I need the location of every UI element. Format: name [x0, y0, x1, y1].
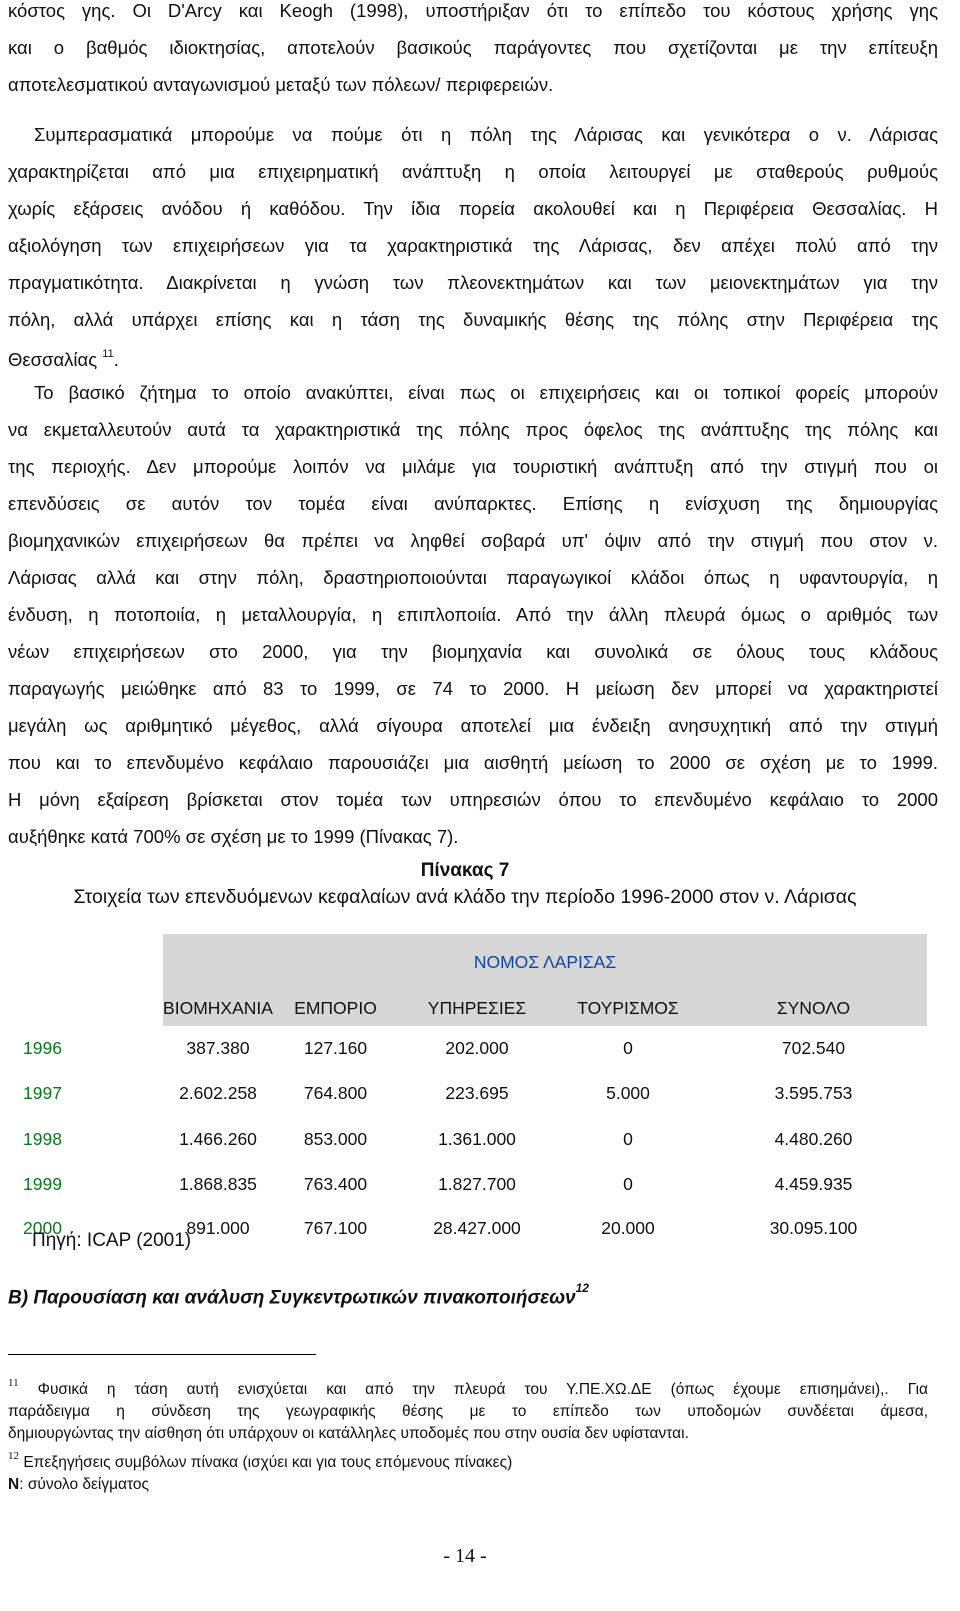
body-line: μεγάλη ως αριθμητικό μέγεθος, αλλά σίγουρα αποτελεί μια ένδειξη ανησυχητική από την στιγμή: [8, 715, 938, 736]
cell-services: 28.427.000: [433, 1217, 521, 1238]
body-line: Λάρισας αλλά και στην πόλη, δραστηριοποιούνται παραγωγικοί κλάδοι όπως η υφαντουργία, η: [8, 567, 938, 588]
section-heading-b: [8, 1281, 589, 1309]
body-line: επενδύσεις σε αυτόν τον τομέα είναι ανύπαρκτες. Επίσης η ενίσχυση της δημιουργίας: [8, 493, 938, 514]
column-header-row: [5, 980, 927, 1026]
body-line: κόστος γης. Οι D'Arcy και Keogh (1998), υποστήριξαν ότι το επίπεδο του κόστους χρήσης γης: [8, 0, 938, 21]
body-line: Η μόνη εξαίρεση βρίσκεται στον τομέα των υπηρεσιών όπου το επενδυμένο κεφάλαιο το 2000: [8, 789, 938, 810]
col-header-services: ΥΠΗΡΕΣΙΕΣ: [398, 980, 556, 1026]
cell-total: 3.595.753: [774, 1083, 853, 1103]
blank-cell: [5, 934, 163, 980]
cell-industry: 2.602.258: [179, 1083, 257, 1103]
footnote-ref-11[interactable]: 11: [102, 348, 114, 360]
row-year: 1999: [23, 1174, 62, 1194]
paragraph-2: [8, 116, 938, 378]
body-line: πόλη, αλλά υπάρχει επίσης και η τάση της δυναμικής θέσης της πόλης στην Περιφέρεια της: [8, 309, 938, 330]
cell-industry: 387.380: [186, 1038, 250, 1058]
body-line-last: [8, 338, 938, 378]
footnote-11: [8, 1374, 928, 1445]
cell-commerce: 767.100: [303, 1217, 368, 1238]
cell-commerce: 127.160: [303, 1038, 368, 1058]
paragraph-1: [8, 0, 938, 103]
table-title: Πίνακας 7: [420, 860, 510, 881]
body-line: αυξήθηκε κατά 700% σε σχέση με το 1999 (Πίνακας 7).: [8, 826, 459, 847]
region-header: ΝΟΜΟΣ ΛΑΡΙΣΑΣ: [163, 934, 927, 980]
col-header-tourism: ΤΟΥΡΙΣΜΟΣ: [556, 980, 700, 1026]
col-header-total: ΣΥΝΟΛΟ: [700, 980, 927, 1026]
footnote-number: 11: [8, 1377, 19, 1389]
body-line: ένδυση, η ποτοποιία, η μεταλλουργία, η επιπλοποιία. Από την άλλη πλευρά όμως ο αριθμός των: [8, 604, 938, 625]
footnote-text: Επεξηγήσεις συμβόλων πίνακα (ισχύει και για τους επόμενους πίνακες): [23, 1454, 513, 1472]
cell-total: 30.095.100: [769, 1217, 858, 1238]
section-heading-text: Β) Παρουσίαση και ανάλυση Συγκεντρωτικών πινακοποιήσεων: [8, 1287, 576, 1309]
body-line: χωρίς εξάρσεις ανόδου ή καθόδου. Την ίδια πορεία ακολουθεί και η Περιφέρεια Θεσσαλίας. Η: [8, 198, 938, 219]
cell-total: 4.459.935: [774, 1174, 853, 1194]
cell-tourism: 20.000: [601, 1217, 655, 1238]
footnote-text: Φυσικά η τάση αυτή ενισχύεται και από την πλευρά του Υ.ΠΕ.ΧΩ.ΔΕ (όπως έχουμε επισημάνει),. Για: [37, 1381, 928, 1399]
cell-services: 223.695: [445, 1083, 509, 1103]
body-line: χαρακτηρίζεται από μια επιχειρηματική ανάπτυξη η οποία λειτουργεί με σταθερούς ρυθμούς: [8, 161, 938, 182]
table-row: [5, 1162, 927, 1207]
cell-commerce: 763.400: [303, 1174, 368, 1194]
footnote-11-line: δημιουργώντας την αίσθηση ότι υπάρχουν οι κατάλληλες υποδομές που στην ουσία δεν υφίστανται.: [8, 1425, 689, 1443]
footnote-12-n-line: [8, 1474, 928, 1496]
body-line: αποτελεσματικού ανταγωνισμού μεταξύ των πόλεων/ περιφερειών.: [8, 74, 554, 95]
body-line: βιομηχανικών επιχειρήσεων θα πρέπει να ληφθεί σοβαρά υπ' όψιν από την στιγμή που στον ν.: [8, 530, 938, 551]
body-line: νέων επιχειρήσεων στο 2000, για την βιομηχανία και συνολικά σε όλους τους κλάδους: [8, 641, 938, 662]
cell-industry: 891.000: [186, 1217, 250, 1238]
table-caption: Στοιχεία των επενδυόμενων κεφαλαίων ανά κλάδο την περίοδο 1996-2000 στον ν. Λάρισας: [73, 886, 857, 908]
body-line: και ο βαθμός ιδιοκτησίας, αποτελούν βασικούς παράγοντες που σχετίζονται με την επίτευξη: [8, 37, 938, 58]
group-header-row: [5, 934, 927, 980]
table-row: [5, 1071, 927, 1116]
cell-industry: 1.868.835: [179, 1174, 257, 1194]
body-line: πραγματικότητα. Διακρίνεται η γνώση των πλεονεκτημάτων και των μειονεκτημάτων για την: [8, 272, 938, 293]
body-text: .: [113, 349, 119, 371]
cell-total: 4.480.260: [774, 1128, 853, 1149]
body-line: παραγωγής μειώθηκε από 83 το 1999, σε 74 το 2000. Η μείωση δεν μπορεί να χαρακτηριστεί: [8, 678, 938, 699]
cell-services: 1.361.000: [438, 1128, 516, 1149]
col-header-commerce: ΕΜΠΟΡΙΟ: [273, 980, 398, 1026]
cell-tourism: 0: [623, 1174, 633, 1194]
blank-cell: [5, 980, 163, 1026]
col-header-industry: ΒΙΟΜΗΧΑΝΙΑ: [163, 980, 273, 1026]
cell-commerce: 853.000: [303, 1128, 368, 1149]
cell-tourism: 5.000: [606, 1083, 650, 1103]
table-source: Πηγή: ICAP (2001): [32, 1230, 192, 1251]
cell-tourism: 0: [623, 1038, 633, 1058]
page-number: - 14 -: [443, 1545, 487, 1567]
cell-tourism: 0: [623, 1128, 633, 1149]
footnote-12: [8, 1447, 928, 1496]
body-line: Συμπερασματικά μπορούμε να πούμε ότι η πόλη της Λάρισας και γενικότερα ο ν. Λάρισας: [34, 124, 938, 145]
cell-industry: 1.466.260: [179, 1128, 257, 1149]
cell-total: 702.540: [781, 1038, 846, 1058]
cell-commerce: 764.800: [303, 1083, 368, 1103]
n-symbol: N: [8, 1476, 20, 1494]
row-year: 1997: [23, 1083, 62, 1103]
row-year: 2000: [23, 1217, 62, 1238]
cell-services: 202.000: [445, 1038, 509, 1058]
investment-table: [5, 934, 927, 1249]
footnote-12-line: [8, 1447, 928, 1474]
footnote-11-line: [8, 1374, 928, 1401]
n-definition: : σύνολο δείγματος: [19, 1476, 149, 1494]
row-year: 1998: [23, 1128, 62, 1149]
body-line: αξιολόγηση των επιχειρήσεων για τα χαρακτηριστικά της Λάρισας, δεν απέχει πολύ από την: [8, 235, 938, 256]
footnote-11-line: παράδειγμα η σύνδεση της γεωγραφικής θέσης με το επίπεδο των υποδομών συνδέεται άμεσα,: [8, 1403, 928, 1421]
cell-services: 1.827.700: [438, 1174, 516, 1194]
body-line: που και το επενδυμένο κεφάλαιο παρουσιάζει μια αισθητή μείωση το 2000 σε σχέση με το 1999.: [8, 752, 938, 773]
footnote-ref-12[interactable]: 12: [575, 1281, 589, 1295]
body-text: Θεσσαλίας: [8, 349, 98, 371]
row-year: 1996: [23, 1038, 62, 1058]
body-line: της περιοχής. Δεν μπορούμε λοιπόν να μιλάμε για τουριστική ανάπτυξη από την στιγμή που οι: [8, 456, 938, 477]
table-row: [5, 1116, 927, 1162]
body-line: να εκμεταλλευτούν αυτά τα χαρακτηριστικά της πόλης προς όφελος της ανάπτυξης της πόλης και: [8, 419, 938, 440]
body-line: Το βασικό ζήτημα το οποίο ανακύπτει, είναι πως οι επιχειρήσεις και οι τοπικοί φορείς μπορούν: [34, 382, 938, 403]
paragraph-3: [8, 374, 938, 855]
table-row: [5, 1026, 927, 1071]
footnote-number: 12: [8, 1450, 19, 1462]
footnote-separator: [8, 1354, 316, 1355]
